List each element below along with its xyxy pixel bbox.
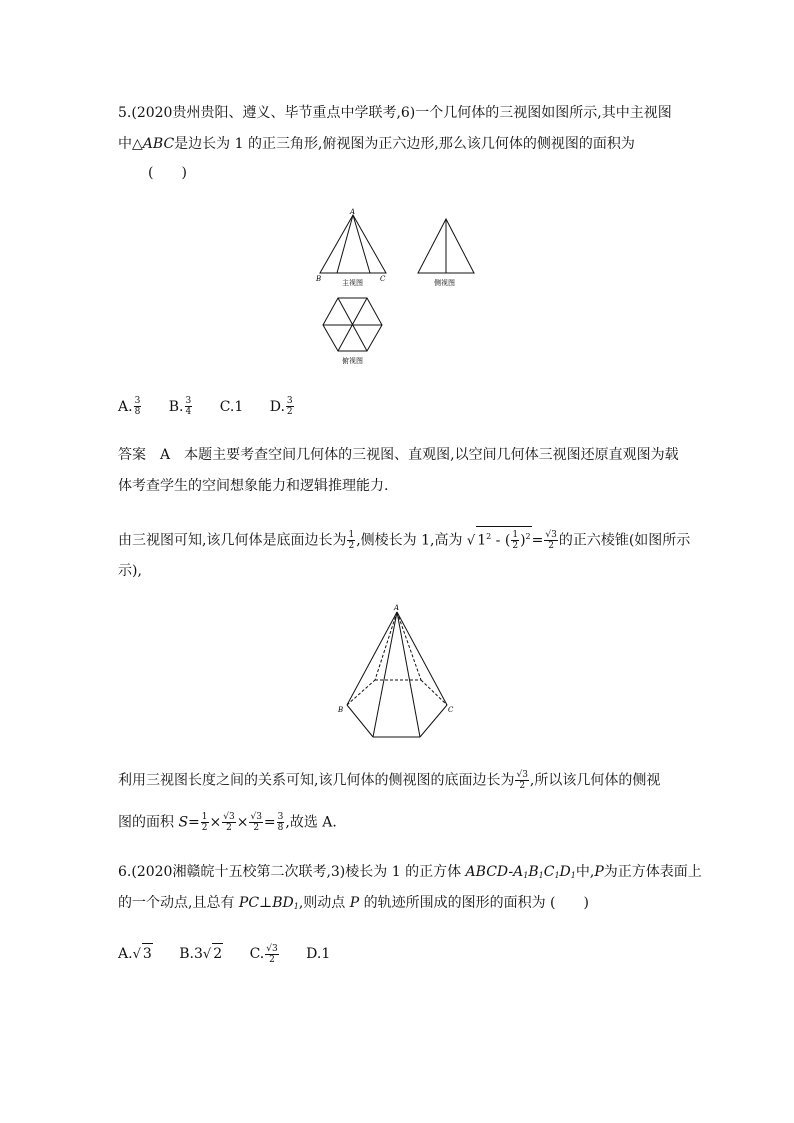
p1-text-b: ,侧棱长为 1,高为	[356, 532, 463, 549]
eq-2: =	[263, 814, 276, 831]
sq-half-den: 2	[512, 541, 519, 552]
opt-a-num: 3	[134, 396, 141, 406]
opt-b-label: B.	[168, 398, 184, 415]
cube-d: D	[559, 864, 571, 880]
segment-pc: PC	[238, 895, 260, 911]
cube-c: C	[543, 864, 555, 880]
f4-den: 8	[277, 823, 284, 833]
p2-den: 2	[519, 781, 526, 791]
answer-line-1	[118, 445, 679, 465]
q6-text-1b: 中,	[575, 864, 595, 880]
answer-paragraph-1-cont	[118, 561, 142, 581]
p1-text-a: 由三视图可知,该几何体是底面边长为	[118, 532, 347, 549]
q5-options	[118, 396, 317, 417]
res-den: 2	[548, 541, 554, 552]
hexagonal-pyramid-figure	[335, 600, 465, 745]
q6-opt-b-radicand: 2	[212, 943, 223, 964]
perp-symbol: ⊥	[259, 895, 273, 911]
q5-option-b[interactable]	[168, 396, 193, 417]
times-1: ×	[209, 814, 222, 831]
sqrt-one: 1	[477, 532, 487, 549]
side-base-frac	[515, 770, 528, 791]
p3-text-a: 图的面积	[118, 814, 174, 831]
sq-half-num: 1	[512, 530, 519, 541]
opt-b-den: 4	[185, 407, 192, 417]
cube-name	[466, 864, 576, 880]
fig-label-b: B	[316, 275, 322, 283]
p2-num: √3	[516, 770, 528, 780]
sqrt-sup-2: 2	[525, 532, 531, 541]
q6-text-1a: 6.(2020湘赣皖十五校第二次联考,3)棱长为 1 的正方体	[118, 864, 462, 880]
q6-opt-a-label: A.	[118, 946, 133, 962]
segment-bd: BD	[272, 895, 294, 911]
cube-b: B	[528, 864, 539, 880]
half-den: 2	[348, 541, 355, 552]
q6-line-2	[118, 893, 589, 917]
q6-opt-a-radical: √	[132, 947, 141, 962]
answer-text-1: 本题主要考查空间几何体的三视图、直观图,以空间几何体三视图还原直观图为载	[184, 447, 679, 463]
q6-text-2c: 的轨迹所围成的图形的面积为 ( )	[363, 895, 589, 911]
half-frac	[347, 530, 355, 551]
point-p-2: P	[349, 895, 360, 911]
answer-paragraph-2	[118, 770, 660, 791]
p1-text-d: 示),	[118, 563, 142, 579]
q6-option-b[interactable]	[179, 946, 223, 962]
three-view-figure	[310, 205, 490, 375]
pyramid-label-b: B	[338, 706, 344, 714]
answer-label: 答案 A	[118, 447, 171, 463]
opt-d-frac	[286, 396, 294, 417]
answer-line-2	[118, 476, 388, 496]
f2-frac	[222, 812, 235, 833]
top-view-label: 俯视图	[342, 357, 363, 365]
eq-1: =	[188, 814, 200, 831]
side-view-label: 侧视图	[434, 279, 455, 287]
answer-paragraph-1: 由三视图可知,该几何体是底面边长为 $\frac{1}{2}$ ,侧棱长为 1,高为 √ $1^2$ - ( $\frac{1}{2}$ )$^2$= $\frac{√3}{2}$ 的正六棱锥(如图所示	[118, 526, 690, 552]
pyramid-label-c: C	[448, 706, 454, 714]
q6-opt-c-label: C.	[249, 946, 265, 962]
q6-opt-c-num: √3	[266, 943, 278, 954]
q6-option-a[interactable]	[118, 946, 153, 962]
f1-num: 1	[201, 812, 208, 822]
q5-line-1	[118, 103, 672, 123]
height-sqrt-expression: $1^2$ - ( $\frac{1}{2}$ )$^2$	[476, 526, 531, 551]
p2-text-a: 利用三视图长度之间的关系可知,该几何体的侧视图的底面边长为	[118, 772, 515, 789]
f3-den: 2	[253, 823, 260, 833]
answer-paragraph-3	[118, 812, 337, 833]
half-num: 1	[348, 530, 355, 541]
q6-opt-c-den: 2	[269, 954, 275, 965]
radical-sign: √	[466, 533, 476, 549]
f2-num: √3	[223, 812, 235, 822]
opt-b-frac	[185, 396, 193, 417]
q6-option-c[interactable]	[249, 943, 280, 965]
p2-text-b: ,所以该几何体的侧视	[529, 772, 661, 789]
q6-option-d[interactable]: D.1	[306, 946, 331, 962]
opt-d-den: 2	[286, 407, 293, 417]
f3-frac	[249, 812, 262, 833]
triangle-abc: ABC	[142, 136, 175, 152]
cube-a: ABCD-A	[465, 864, 524, 880]
cube-sub-4: 1	[570, 871, 576, 880]
cube-sub-1: 1	[523, 871, 529, 880]
q6-opt-c-frac	[265, 944, 278, 965]
q6-opt-a-radicand: 3	[142, 943, 153, 964]
fig-label-a: A	[350, 208, 356, 216]
q6-text-2b: ,则动点	[298, 895, 346, 911]
sqrt-minus: -	[491, 532, 505, 549]
f4-num: 3	[277, 812, 284, 822]
answer-text-2: 体考查学生的空间想象能力和逻辑推理能力.	[118, 478, 389, 494]
opt-a-frac	[134, 396, 142, 417]
cube-sub-3: 1	[554, 871, 560, 880]
f1-den: 2	[201, 823, 208, 833]
q5-paren-text: ( )	[148, 165, 187, 181]
f2-den: 2	[226, 823, 232, 833]
q5-option-a[interactable]	[118, 396, 142, 417]
fig-label-c: C	[380, 275, 386, 283]
q5-option-c[interactable]: C.1	[219, 398, 244, 415]
f3-num: √3	[250, 812, 262, 822]
q6-text-2a: 的一个动点,且总有	[118, 895, 235, 911]
sq-half-frac	[511, 530, 519, 551]
p1-text-c: 的正六棱锥(如图所示	[558, 532, 691, 549]
p3-text-b: ,故选 A.	[285, 814, 337, 831]
q5-text-2a: 中△	[118, 136, 143, 152]
main-view-triangle	[320, 215, 386, 273]
opt-d-num: 3	[286, 396, 293, 406]
q6-opt-b-label: B.3	[179, 946, 203, 962]
bd-sub: 1	[293, 902, 299, 911]
q6-options	[118, 943, 352, 965]
q6-line-1	[118, 862, 702, 886]
q6-opt-b-radical: √	[202, 947, 212, 962]
q5-line-2	[118, 134, 635, 154]
q5-option-d[interactable]	[269, 396, 295, 417]
f1-frac	[201, 812, 209, 833]
q5-text-2b: 是边长为 1 的正三角形,俯视图为正六边形,那么该几何体的侧视图的面积为	[174, 136, 635, 152]
point-p: P	[594, 864, 604, 880]
times-2: ×	[236, 814, 249, 831]
opt-a-label: A.	[118, 398, 133, 415]
q6-text-1c: 为正方体表面上	[603, 864, 702, 880]
q5-answer-paren	[148, 163, 187, 183]
height-result-frac	[544, 530, 557, 551]
opt-d-label: D.	[269, 398, 285, 415]
pyramid-label-a: A	[394, 604, 400, 612]
q5-text-1: 5.(2020贵州贵阳、遵义、毕节重点中学联考,6)一个几何体的三视图如图所示,其中主视图	[118, 105, 672, 121]
res-num: √3	[545, 530, 557, 541]
cube-sub-2: 1	[538, 871, 544, 880]
area-symbol: S	[178, 814, 189, 831]
main-view-label: 主视图	[342, 279, 363, 287]
opt-a-den: 8	[134, 407, 141, 417]
opt-b-num: 3	[185, 396, 192, 406]
sqrt-sup: 2	[486, 532, 492, 541]
f4-frac	[277, 812, 285, 833]
